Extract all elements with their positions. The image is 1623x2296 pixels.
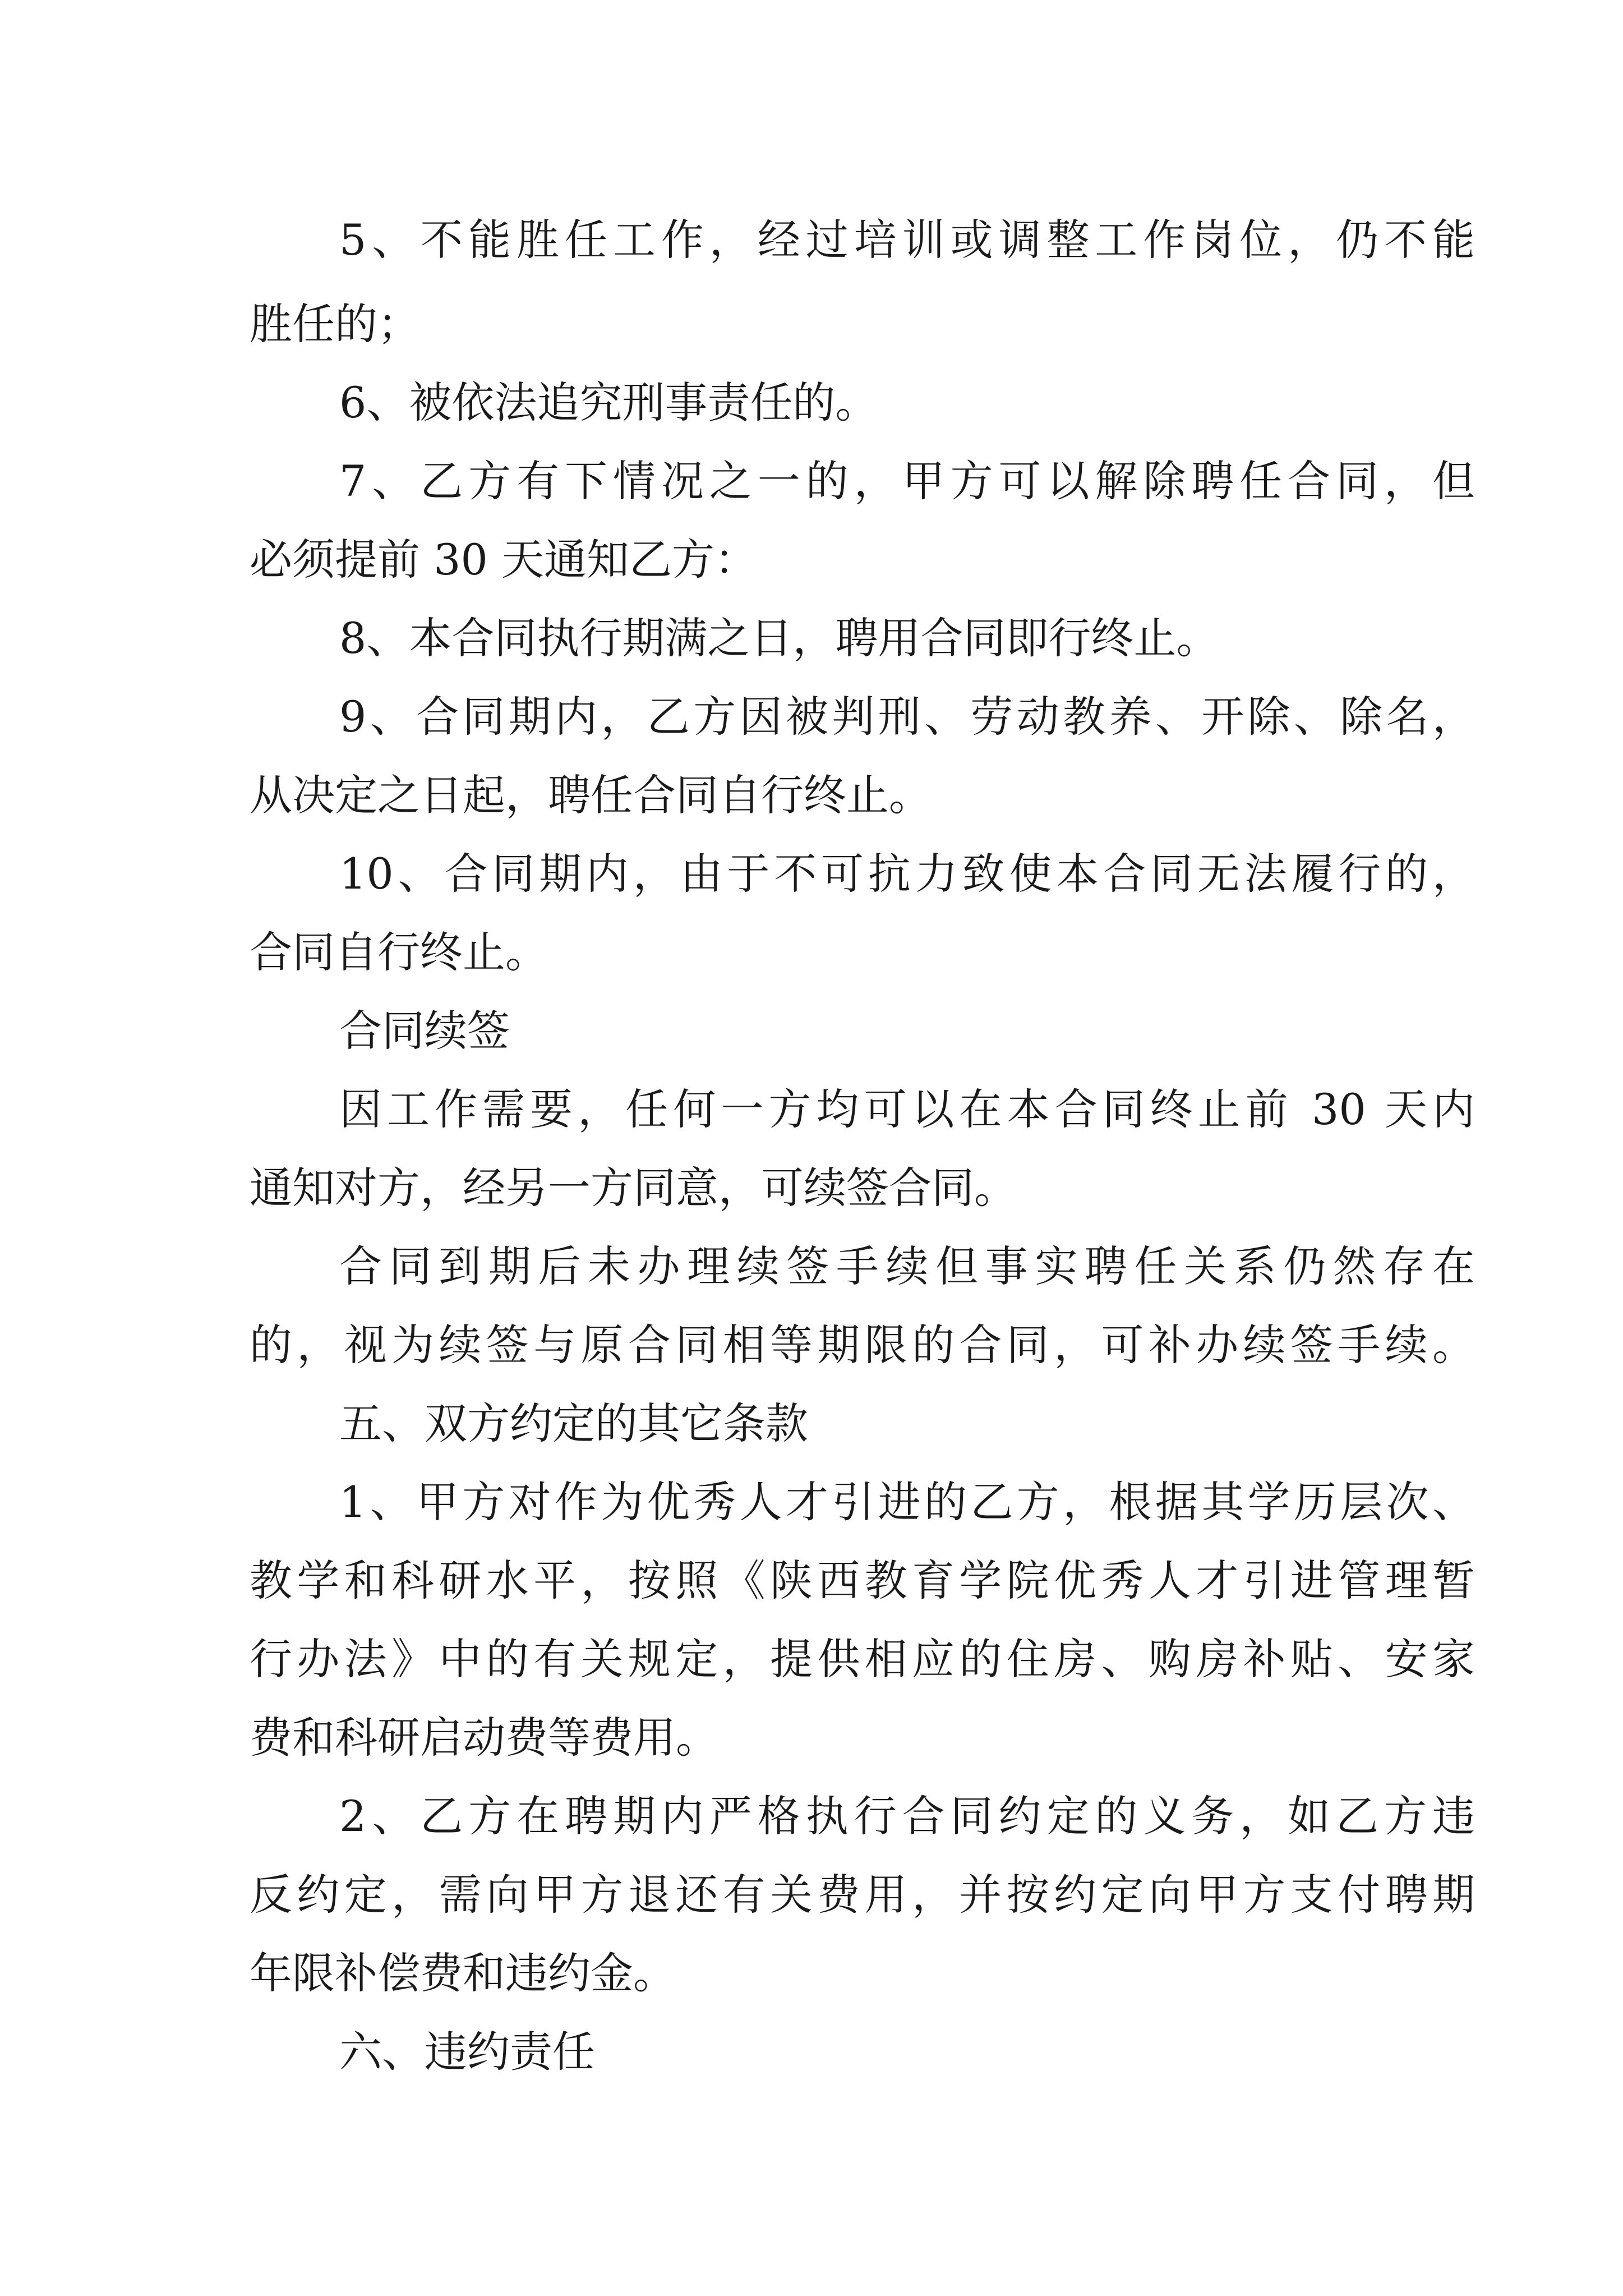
text-line: 胜任的； (250, 299, 420, 349)
text-line: 2、乙方在聘期内严格执行合同约定的义务，如乙方违 (339, 1791, 1475, 1841)
text-line: 6、被依法追究刑事责任的。 (339, 378, 878, 427)
text-line: 反约定，需向甲方退还有关费用，并按约定向甲方支付聘期 (250, 1870, 1475, 1920)
text-line: 教学和科研水平，按照《陕西教育学院优秀人才引进管理暂 (250, 1556, 1475, 1605)
text-line: 1、甲方对作为优秀人才引进的乙方，根据其学历层次、 (339, 1477, 1475, 1527)
text-line: 因工作需要，任何一方均可以在本合同终止前 30 天内 (339, 1084, 1475, 1134)
text-line: 合同到期后未办理续签手续但事实聘任关系仍然存在 (339, 1241, 1475, 1291)
text-line: 的，视为续签与原合同相等期限的合同，可补办续签手续。 (250, 1320, 1475, 1370)
text-line: 8、本合同执行期满之日，聘用合同即行终止。 (339, 613, 1219, 663)
text-line: 合同自行终止。 (250, 927, 548, 977)
text-line: 7、乙方有下情况之一的，甲方可以解除聘任合同，但 (339, 456, 1475, 506)
text-line: 9、合同期内，乙方因被判刑、劳动教养、开除、除名， (339, 692, 1475, 742)
text-line: 从决定之日起，聘任合同自行终止。 (250, 770, 932, 820)
text-line: 5、不能胜任工作，经过培训或调整工作岗位，仍不能 (339, 215, 1475, 265)
section-heading: 合同续签 (339, 1006, 510, 1056)
text-line: 必须提前 30 天通知乙方： (250, 535, 758, 585)
text-line: 年限补偿费和违约金。 (250, 1948, 676, 1998)
text-line: 费和科研启动费等费用。 (250, 1713, 718, 1763)
text-line: 10、合同期内，由于不可抗力致使本合同无法履行的， (339, 849, 1475, 899)
text-line: 行办法》中的有关规定，提供相应的住房、购房补贴、安家 (250, 1634, 1475, 1684)
section-heading: 五、双方约定的其它条款 (339, 1398, 808, 1448)
section-heading: 六、违约责任 (339, 2027, 595, 2077)
text-line: 通知对方，经另一方同意，可续签合同。 (250, 1163, 1017, 1213)
